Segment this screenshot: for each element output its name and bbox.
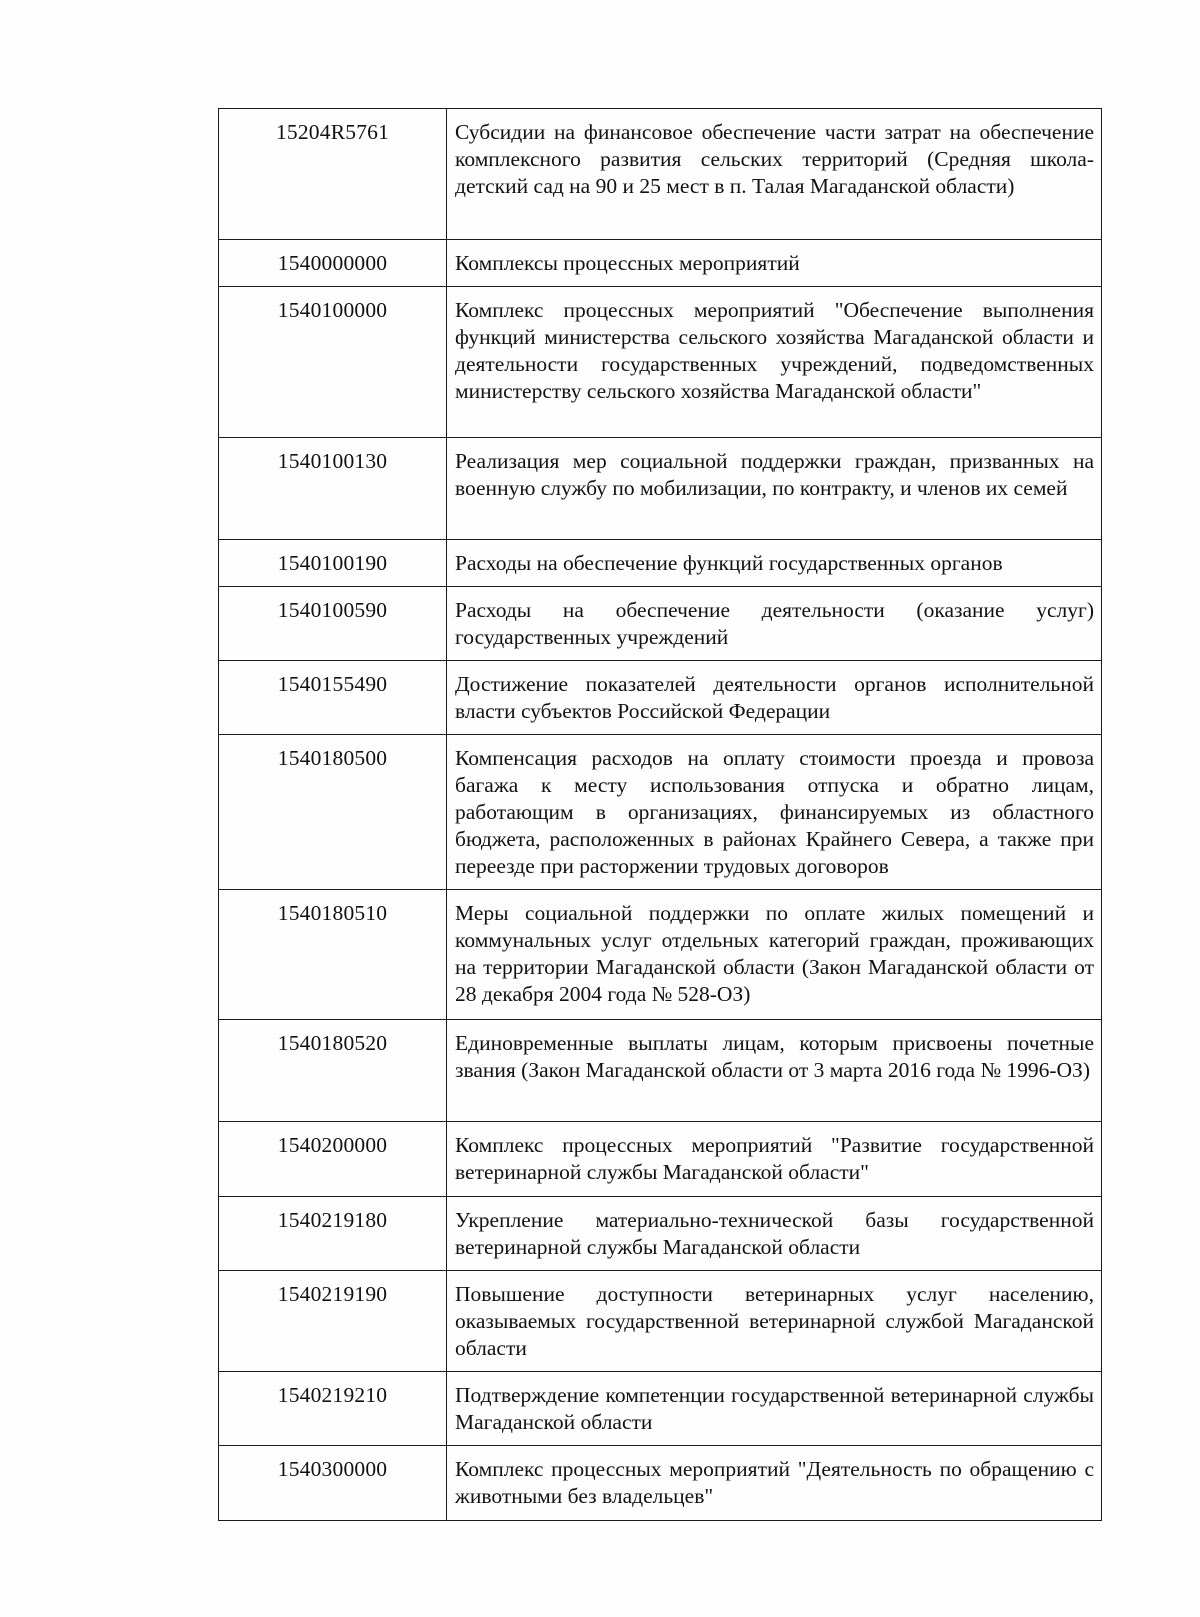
row-code: 1540300000 <box>219 1446 447 1521</box>
row-description: Достижение показателей деятельности органов исполнительной власти субъектов Российской Федерации <box>447 661 1102 735</box>
table-row <box>219 661 1102 735</box>
row-description: Комплекс процессных мероприятий "Деятельность по обращению с животными без владельцев" <box>447 1446 1102 1521</box>
row-description: Расходы на обеспечение функций государственных органов <box>447 540 1102 587</box>
row-description: Расходы на обеспечение деятельности (оказание услуг) государственных учреждений <box>447 587 1102 661</box>
row-code: 1540155490 <box>219 661 447 735</box>
table-row <box>219 735 1102 890</box>
table-row <box>219 1372 1102 1446</box>
row-description: Меры социальной поддержки по оплате жилых помещений и коммунальных услуг отдельных категорий граждан, проживающих на территории Магаданской области (Закон Магаданской области от 28 декабря 2004 года № 528-ОЗ) <box>447 890 1102 1020</box>
row-code: 1540219190 <box>219 1271 447 1372</box>
table-row <box>219 1197 1102 1271</box>
table-row <box>219 587 1102 661</box>
table-row <box>219 109 1102 240</box>
row-code: 1540100000 <box>219 287 447 438</box>
budget-codes-table <box>218 108 1102 1521</box>
row-description: Подтверждение компетенции государственной ветеринарной службы Магаданской области <box>447 1372 1102 1446</box>
table-row <box>219 438 1102 540</box>
table-row <box>219 287 1102 438</box>
row-description: Комплекс процессных мероприятий "Обеспечение выполнения функций министерства сельского хозяйства Магаданской области и деятельности государственных учреждений, подведомственных министерству сельского хозяйства Магаданской области" <box>447 287 1102 438</box>
row-code: 1540219180 <box>219 1197 447 1271</box>
row-description: Субсидии на финансовое обеспечение части затрат на обеспечение комплексного развития сельских территорий (Средняя школа-детский сад на 90 и 25 мест в п. Талая Магаданской области) <box>447 109 1102 240</box>
row-code: 1540180500 <box>219 735 447 890</box>
row-code: 1540180510 <box>219 890 447 1020</box>
row-code: 15204R5761 <box>219 109 447 240</box>
table-row <box>219 1271 1102 1372</box>
row-code: 1540180520 <box>219 1020 447 1122</box>
row-code: 1540100590 <box>219 587 447 661</box>
row-code: 1540000000 <box>219 240 447 287</box>
row-code: 1540100130 <box>219 438 447 540</box>
table-row <box>219 1020 1102 1122</box>
row-description: Повышение доступности ветеринарных услуг населению, оказываемых государственной ветеринарной службой Магаданской области <box>447 1271 1102 1372</box>
table-row <box>219 540 1102 587</box>
table-row <box>219 1446 1102 1521</box>
table-row <box>219 240 1102 287</box>
row-description: Укрепление материально-технической базы государственной ветеринарной службы Магаданской области <box>447 1197 1102 1271</box>
table-row <box>219 1122 1102 1197</box>
row-description: Компенсация расходов на оплату стоимости проезда и провоза багажа к месту использования отпуска и обратно лицам, работающим в организациях, финансируемых из областного бюджета, расположенных в районах Крайнего Севера, а также при переезде при расторжении трудовых договоров <box>447 735 1102 890</box>
row-code: 1540219210 <box>219 1372 447 1446</box>
row-code: 1540100190 <box>219 540 447 587</box>
row-description: Реализация мер социальной поддержки граждан, призванных на военную службу по мобилизации, по контракту, и членов их семей <box>447 438 1102 540</box>
row-description: Комплекс процессных мероприятий "Развитие государственной ветеринарной службы Магаданской области" <box>447 1122 1102 1197</box>
table-row <box>219 890 1102 1020</box>
row-code: 1540200000 <box>219 1122 447 1197</box>
row-description: Комплексы процессных мероприятий <box>447 240 1102 287</box>
row-description: Единовременные выплаты лицам, которым присвоены почетные звания (Закон Магаданской области от 3 марта 2016 года № 1996-ОЗ) <box>447 1020 1102 1122</box>
